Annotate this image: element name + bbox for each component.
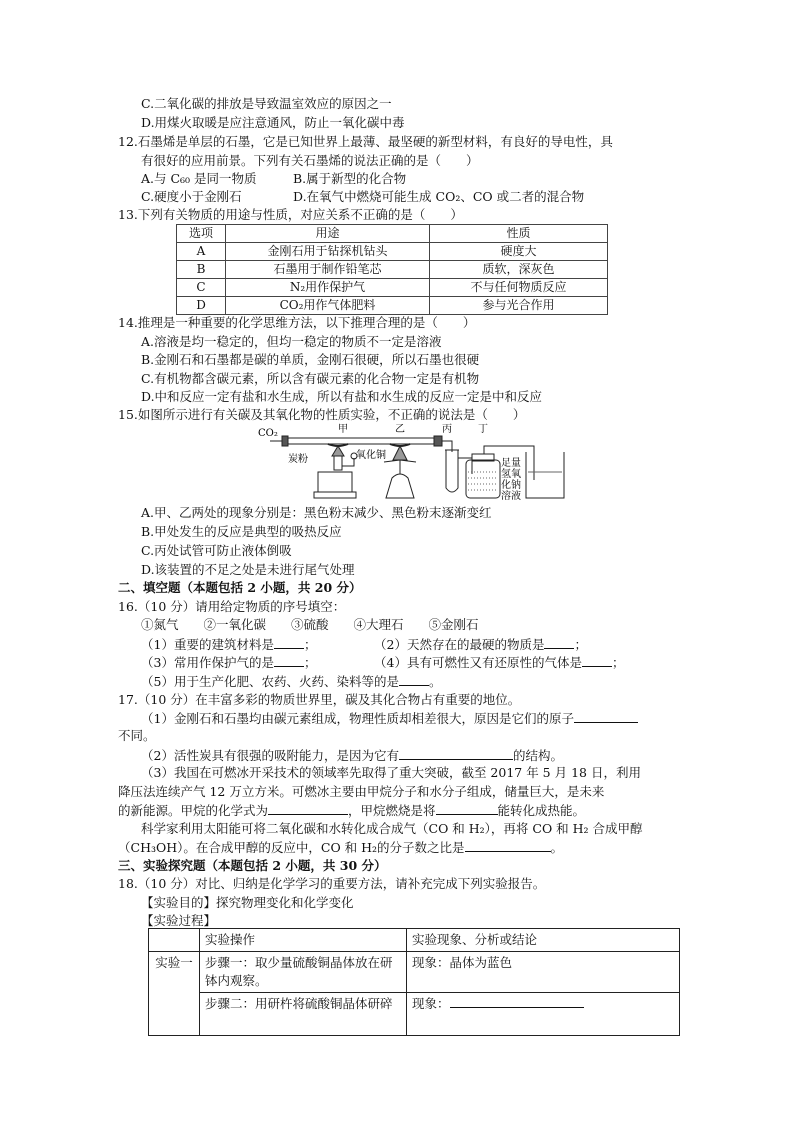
answer-blank[interactable] bbox=[544, 636, 574, 649]
q17-part4-line2 bbox=[118, 839, 563, 856]
q16-options: ①氮气 ②一氧化碳 ③硫酸 ④大理石 ⑤金刚石 bbox=[141, 617, 479, 632]
q17-part3-text3: 能转化成热能。 bbox=[497, 803, 586, 818]
q16-part1-end: ； bbox=[303, 637, 317, 652]
q14-option-d: D.中和反应一定有盐和水生成，所以有盐和水生成的反应一定是中和反应 bbox=[141, 389, 543, 404]
q16-part2 bbox=[374, 636, 587, 653]
table-cell: 硬度大 bbox=[430, 243, 608, 261]
q14-option-a: A.溶液是均一稳定的，但均一稳定的物质不一定是溶液 bbox=[141, 334, 442, 349]
q17-part1 bbox=[141, 710, 638, 727]
q13-stem: 13.下列有关物质的用途与性质，对应关系不正确的是（ ） bbox=[118, 207, 463, 222]
table-header-row bbox=[177, 225, 608, 243]
answer-blank[interactable] bbox=[268, 802, 348, 815]
q12-stem-line2: 有很好的应用前景。下列有关石墨烯的说法正确的是（ ） bbox=[141, 153, 479, 168]
q15-stem: 15.如图所示进行有关碳及其氧化物的性质实验，不正确的说法是（ ） bbox=[118, 407, 526, 422]
q16-part5-end: 。 bbox=[428, 674, 442, 689]
q17-part3-text1: 的新能源。甲烷的化学式为 bbox=[118, 803, 269, 818]
answer-blank[interactable] bbox=[399, 747, 513, 760]
q14-stem: 14.推理是一种重要的化学思维方法，以下推理合理的是（ ） bbox=[118, 315, 476, 330]
table-row bbox=[149, 993, 680, 1036]
q16-part5-text: （5）用于生产化肥、农药、火药、染料等的是 bbox=[141, 674, 399, 689]
q17-part2-text: （2）活性炭具有很强的吸附能力，是因为它有 bbox=[141, 748, 399, 763]
label-yanghuatong: 氧化铜 bbox=[356, 450, 386, 461]
q16-part3 bbox=[141, 654, 316, 671]
table-cell: 选项 bbox=[177, 225, 226, 243]
q16-part4-end: ； bbox=[611, 655, 625, 670]
section-3-heading: 三、实验探究题（本题包括 2 小题，共 30 分） bbox=[118, 858, 387, 873]
q16-part4 bbox=[374, 654, 624, 671]
answer-blank[interactable] bbox=[274, 636, 304, 649]
step-1-result: 现象：晶体为蓝色 bbox=[407, 952, 680, 993]
q15-option-a: A.甲、乙两处的现象分别是：黑色粉末减少、黑色粉末逐渐变红 bbox=[141, 505, 492, 520]
answer-blank[interactable] bbox=[436, 802, 498, 815]
table-row bbox=[177, 261, 608, 279]
label-naoh-1: 足量 bbox=[501, 458, 521, 469]
label-naoh-3: 化钠 bbox=[501, 480, 521, 491]
section-2-heading: 二、填空题（本题包括 2 小题，共 20 分） bbox=[118, 580, 362, 595]
q17-part4-line1: 科学家利用太阳能可将二氧化碳和水转化成合成气（CO 和 H₂），再将 CO 和 H₂ 合成甲醇 bbox=[141, 821, 643, 836]
table-cell: 不与任何物质反应 bbox=[430, 279, 608, 297]
q17-part4-text1: （CH₃OH）。在合成甲醇的反应中，CO 和 H₂的分子数之比是 bbox=[118, 840, 465, 855]
table-cell: B bbox=[177, 261, 226, 279]
q17-stem: 17.（10 分）在丰富多彩的物质世界里，碳及其化合物占有重要的地位。 bbox=[118, 692, 521, 707]
table-cell: 性质 bbox=[430, 225, 608, 243]
answer-blank[interactable] bbox=[574, 710, 638, 723]
q16-part3-end: ； bbox=[303, 655, 317, 670]
q12-option-d: D.在氧气中燃烧可能生成 CO₂、CO 或二者的混合物 bbox=[293, 189, 585, 204]
table-header-result: 实验现象、分析或结论 bbox=[407, 929, 680, 952]
q18-stem: 18.（10 分）对比、归纳是化学学习的重要方法，请补充完成下列实验报告。 bbox=[118, 876, 546, 891]
table-cell bbox=[149, 929, 200, 952]
step-2-operation: 步骤二：用研杵将硫酸铜晶体研碎 bbox=[200, 993, 407, 1036]
flame-jia bbox=[332, 446, 344, 456]
q17-part3-line3 bbox=[118, 802, 585, 819]
q17-part2 bbox=[141, 747, 563, 764]
table-cell: 参与光合作用 bbox=[430, 297, 608, 315]
q18-goal: 【实验目的】探究物理变化和化学变化 bbox=[141, 895, 354, 910]
q18-process: 【实验过程】 bbox=[141, 913, 217, 928]
q16-part2-text: （2）天然存在的最硬的物质是 bbox=[374, 637, 545, 652]
table-cell: 质软，深灰色 bbox=[430, 261, 608, 279]
q16-part1 bbox=[141, 636, 316, 653]
q14-option-c: C.有机物都含碳元素，所以含有碳元素的化合物一定是有机物 bbox=[141, 371, 480, 386]
table-cell: N₂用作保护气 bbox=[226, 279, 430, 297]
label-naoh-2: 氢氧 bbox=[501, 469, 521, 480]
table-cell: 金刚石用于钻探机钻头 bbox=[226, 243, 430, 261]
q17-part4-text2: 。 bbox=[550, 840, 564, 855]
answer-blank[interactable] bbox=[274, 654, 304, 667]
answer-blank[interactable] bbox=[582, 654, 612, 667]
table-cell: 用途 bbox=[226, 225, 430, 243]
q17-part3-line2: 降压法连续产气 12 万立方米。可燃冰主要由甲烷分子和水分子组成，储量巨大，是未来 bbox=[118, 784, 605, 799]
q13-table bbox=[176, 224, 608, 315]
table-header-row bbox=[149, 929, 680, 952]
q17-part3-line1: （3）我国在可燃冰开采技术的领域率先取得了重大突破，截至 2017 年 5 月 18 日，利用 bbox=[141, 765, 641, 780]
step-2-result bbox=[407, 993, 680, 1036]
q15-apparatus-figure bbox=[258, 422, 574, 504]
table-cell: A bbox=[177, 243, 226, 261]
beaker bbox=[526, 452, 564, 498]
q15-option-c: C.丙处试管可防止液体倒吸 bbox=[141, 543, 292, 558]
q12-stem-line1: 12.石墨烯是单层的石墨，它是已知世界上最薄、最坚硬的新型材料，有良好的导电性，具 bbox=[118, 134, 613, 149]
table-row bbox=[177, 279, 608, 297]
label-yi: 乙 bbox=[395, 424, 405, 435]
table-row bbox=[149, 952, 680, 993]
table-cell: CO₂用作气体肥料 bbox=[226, 297, 430, 315]
answer-blank[interactable] bbox=[450, 995, 584, 1008]
label-jia: 甲 bbox=[338, 424, 348, 435]
q12-option-b: B.属于新型的化合物 bbox=[293, 171, 407, 186]
q17-part3-text2: ，甲烷燃烧是将 bbox=[348, 803, 436, 818]
table-cell: C bbox=[177, 279, 226, 297]
q16-part2-end: ； bbox=[574, 637, 587, 652]
bottle-ding bbox=[466, 460, 500, 498]
table-cell: 石墨用于制作铅笔芯 bbox=[226, 261, 430, 279]
label-bing: 丙 bbox=[442, 424, 452, 435]
experiment-1-label: 实验一 bbox=[149, 952, 200, 1036]
q16-part1-text: （1）重要的建筑材料是 bbox=[141, 637, 274, 652]
q16-part3-text: （3）常用作保护气的是 bbox=[141, 655, 274, 670]
table-row bbox=[177, 297, 608, 315]
table-cell: D bbox=[177, 297, 226, 315]
label-ding: 丁 bbox=[478, 424, 488, 435]
q18-report-table bbox=[148, 928, 680, 1036]
q16-part4-text: （4）具有可燃性又有还原性的气体是 bbox=[374, 655, 582, 670]
answer-blank[interactable] bbox=[465, 839, 551, 852]
label-tanfen: 炭粉 bbox=[288, 454, 308, 465]
glass-tube bbox=[286, 438, 436, 444]
label-naoh-4: 溶液 bbox=[501, 491, 521, 502]
test-tube-bing bbox=[446, 450, 458, 492]
q17-part1-text: （1）金刚石和石墨均由碳元素组成，物理性质却相差很大，原因是它们的原子 bbox=[141, 711, 574, 726]
q15-option-d: D.该装置的不足之处是未进行尾气处理 bbox=[141, 562, 355, 577]
step-1-operation: 步骤一：取少量硫酸铜晶体放在研钵内观察。 bbox=[200, 952, 407, 993]
q17-part2-end: 的结构。 bbox=[512, 748, 563, 763]
q11-option-c: C.二氧化碳的排放是导致温室效应的原因之一 bbox=[141, 96, 392, 111]
table-header-operation: 实验操作 bbox=[200, 929, 407, 952]
q12-option-a: A.与 C₆₀ 是同一物质 bbox=[141, 171, 257, 186]
q17-part1-end: 不同。 bbox=[118, 728, 156, 743]
table-row bbox=[177, 243, 608, 261]
q12-option-c: C.硬度小于金刚石 bbox=[141, 189, 242, 204]
q16-part5 bbox=[141, 673, 441, 690]
q15-option-b: B.甲处发生的反应是典型的吸热反应 bbox=[141, 524, 342, 539]
q14-option-b: B.金刚石和石墨都是碳的单质，金刚石很硬，所以石墨也很硬 bbox=[141, 352, 480, 367]
q16-stem: 16.（10 分）请用给定物质的序号填空： bbox=[118, 599, 346, 614]
q11-option-d: D.用煤火取暖是应注意通风，防止一氧化碳中毒 bbox=[141, 115, 405, 130]
label-co2: CO₂ bbox=[258, 428, 278, 439]
flame-yi bbox=[393, 446, 407, 460]
answer-blank[interactable] bbox=[399, 673, 429, 686]
step-2-result-label: 现象： bbox=[412, 996, 450, 1011]
